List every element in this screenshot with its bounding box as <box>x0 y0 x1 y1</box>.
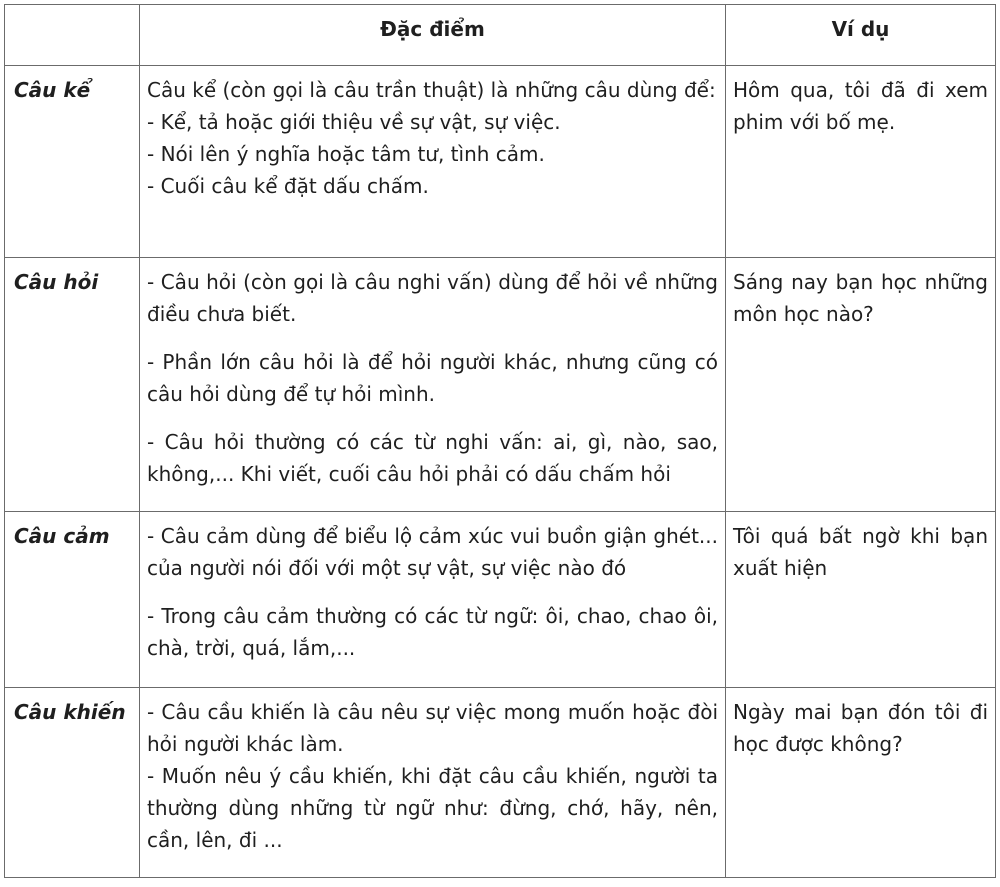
header-example-cell: Ví dụ <box>726 5 996 66</box>
feature-paragraph: - Trong câu cảm thường có các từ ngữ: ôi, chao, chao ôi, chà, trời, quá, lắm,... <box>147 604 718 660</box>
header-label-cell <box>5 5 140 66</box>
table-row <box>5 512 996 688</box>
feature-line: - Kể, tả hoặc giới thiệu về sự vật, sự việc. <box>147 110 561 134</box>
row-label: Câu hỏi <box>5 258 140 512</box>
row-example: Tôi quá bất ngờ khi bạn xuất hiện <box>726 512 996 688</box>
row-example: Sáng nay bạn học những môn học nào? <box>726 258 996 512</box>
row-features <box>140 512 726 688</box>
row-label: Câu cảm <box>5 512 140 688</box>
feature-line: Câu kể (còn gọi là câu trần thuật) là những câu dùng để: <box>147 78 716 102</box>
row-example: Ngày mai bạn đón tôi đi học được không? <box>726 688 996 878</box>
feature-line: - Muốn nêu ý cầu khiến, khi đặt câu cầu khiến, người ta thường dùng những từ ngữ như: đừng, chớ, hãy, nên, cần, lên, đi ... <box>147 764 718 852</box>
feature-line: - Nói lên ý nghĩa hoặc tâm tư, tình cảm. <box>147 142 545 166</box>
feature-line: - Cuối câu kể đặt dấu chấm. <box>147 174 429 198</box>
row-example: Hôm qua, tôi đã đi xem phim với bố mẹ. <box>726 66 996 258</box>
header-row <box>5 5 996 66</box>
feature-line: - Câu cầu khiến là câu nêu sự việc mong muốn hoặc đòi hỏi người khác làm. <box>147 700 718 756</box>
feature-paragraph: - Phần lớn câu hỏi là để hỏi người khác, nhưng cũng có câu hỏi dùng để tự hỏi mình. <box>147 350 718 406</box>
sentence-types-table <box>4 4 996 878</box>
row-label: Câu kể <box>5 66 140 258</box>
table-row <box>5 66 996 258</box>
row-features <box>140 258 726 512</box>
header-features-cell: Đặc điểm <box>140 5 726 66</box>
table-row <box>5 688 996 878</box>
row-label: Câu khiến <box>5 688 140 878</box>
feature-paragraph: - Câu cảm dùng để biểu lộ cảm xúc vui buồn giận ghét... của người nói đối với một sự vật, sự việc nào đó <box>147 524 718 580</box>
table-row <box>5 258 996 512</box>
row-features <box>140 66 726 258</box>
row-features <box>140 688 726 878</box>
feature-paragraph: - Câu hỏi (còn gọi là câu nghi vấn) dùng để hỏi về những điều chưa biết. <box>147 270 718 326</box>
feature-paragraph: - Câu hỏi thường có các từ nghi vấn: ai, gì, nào, sao, không,... Khi viết, cuối câu hỏi phải có dấu chấm hỏi <box>147 430 718 486</box>
